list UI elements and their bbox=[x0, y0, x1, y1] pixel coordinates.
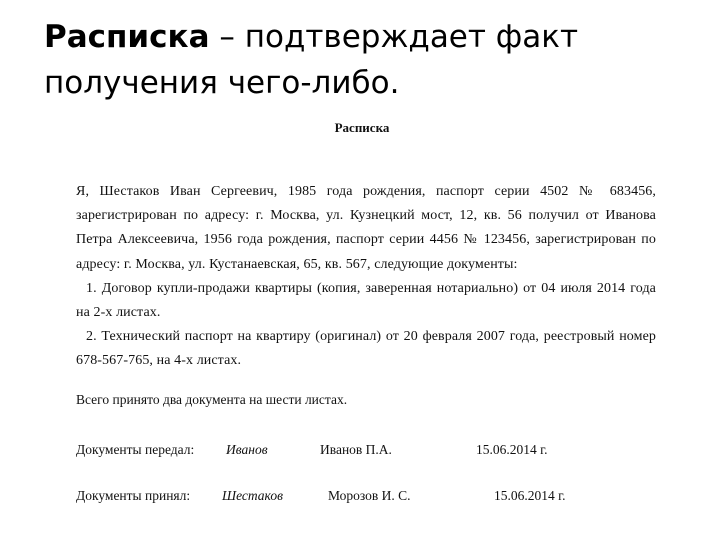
receipt-summary: Всего принято два документа на шести листах. bbox=[76, 392, 348, 407]
receipt-item: 2. Технический паспорт на квартиру (оригинал) от 20 февраля 2007 года, реестровый номер 678-567-765, на 4-х листах. bbox=[76, 329, 656, 369]
slide-title-term: Расписка bbox=[44, 19, 210, 55]
handwritten-signature: Иванов bbox=[226, 442, 268, 457]
slide-title bbox=[44, 14, 684, 106]
signature-date: 15.06.2014 г. bbox=[494, 488, 566, 503]
signature-row-received bbox=[76, 488, 656, 508]
signer-name: Морозов И. С. bbox=[328, 488, 411, 503]
receipt-intro: Я, Шестаков Иван Сергеевич, 1985 года рождения, паспорт серии 4502 № 683456, зарегистрирован по адресу: г. Москва, ул. Кузнецкий мост, 12, кв. 56 получил от Иванова Петра Алексеевича, 1956 года рождения, паспорт серии 4456 № 123456, зарегистрирован по адресу: г. Москва, ул. Кустанаевская, 65, кв. 567, следующие документы: bbox=[76, 184, 656, 272]
receipt-item: 1. Договор купли-продажи квартиры (копия, заверенная нотариально) от 04 июля 2014 года на 2-х листах. bbox=[76, 280, 656, 321]
signature-date: 15.06.2014 г. bbox=[476, 442, 548, 457]
receipt-heading: Расписка bbox=[334, 120, 390, 135]
signature-role: Документы передал: bbox=[76, 442, 195, 457]
signature-role: Документы принял: bbox=[76, 488, 191, 503]
handwritten-signature: Шестаков bbox=[222, 488, 283, 503]
signer-name: Иванов П.А. bbox=[320, 442, 392, 457]
receipt-body bbox=[76, 180, 656, 374]
signature-row-transferred bbox=[76, 442, 656, 462]
slide-title-definition: – подтверждает факт получения чего-либо. bbox=[44, 19, 579, 101]
receipt-document bbox=[76, 120, 656, 503]
